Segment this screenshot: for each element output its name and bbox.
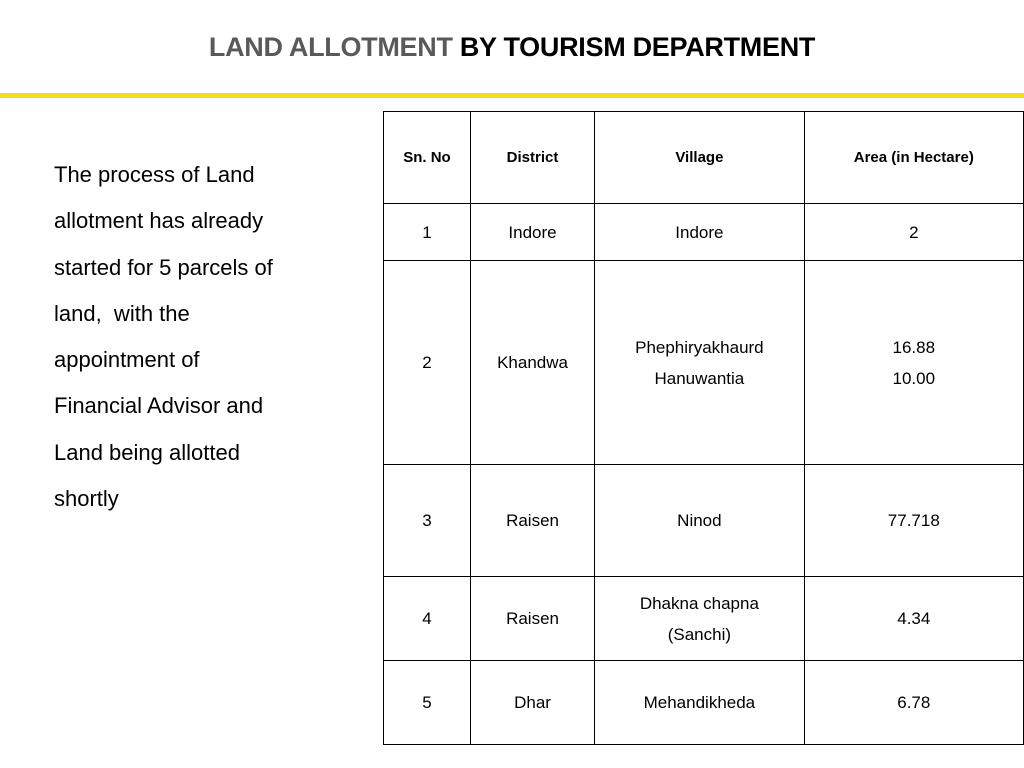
cell-area	[804, 204, 1023, 261]
area-value: 4.34	[897, 609, 931, 628]
body-paragraph	[54, 152, 344, 522]
body-line: started for 5 parcels of	[54, 254, 273, 280]
land-allotment-table	[383, 111, 1024, 745]
cell-area	[804, 577, 1023, 661]
table-row	[384, 261, 1024, 465]
table-header-row	[384, 112, 1024, 204]
cell-village	[595, 261, 804, 465]
table-row	[384, 577, 1024, 661]
cell-district: Indore	[470, 204, 594, 261]
cell-district: Raisen	[470, 577, 594, 661]
body-line: Financial Advisor and	[54, 393, 264, 419]
body-line: The process of Land	[54, 162, 255, 187]
village-name: Mehandikheda	[643, 693, 756, 712]
page-title	[0, 32, 1024, 63]
village-name: Phephiryakhaurd	[635, 337, 764, 357]
cell-district: Raisen	[470, 465, 594, 577]
area-value: 16.88	[892, 337, 936, 357]
cell-village	[595, 577, 804, 661]
cell-sn: 3	[384, 465, 471, 577]
cell-sn: 1	[384, 204, 471, 261]
cell-district: Dhar	[470, 661, 594, 745]
title-part-1: LAND ALLOTMENT	[208, 32, 453, 62]
cell-district: Khandwa	[470, 261, 594, 465]
village-name: Hanuwantia	[654, 368, 745, 388]
area-value: 77.718	[887, 511, 940, 530]
header-sn-no: Sn. No	[384, 112, 471, 204]
header-area: Area (in Hectare)	[804, 112, 1023, 204]
title-part-2: BY TOURISM DEPARTMENT	[459, 32, 816, 62]
body-line: land, with the	[54, 300, 190, 326]
body-line: Land being allotted	[54, 439, 240, 465]
area-value: 6.78	[897, 693, 931, 712]
cell-village	[595, 661, 804, 745]
cell-village	[595, 465, 804, 577]
cell-area	[804, 465, 1023, 577]
body-line: shortly	[54, 486, 119, 512]
table-row	[384, 465, 1024, 577]
village-name: Dhakna chapna	[639, 593, 759, 613]
table-row	[384, 204, 1024, 261]
village-name: (Sanchi)	[667, 624, 732, 644]
village-name: Ninod	[677, 511, 722, 530]
area-value: 10.00	[892, 368, 936, 388]
header-district: District	[470, 112, 594, 204]
body-line: appointment of	[54, 347, 200, 373]
body-line: allotment has already	[54, 208, 264, 234]
cell-village	[595, 204, 804, 261]
cell-sn: 5	[384, 661, 471, 745]
cell-area	[804, 661, 1023, 745]
header-village: Village	[595, 112, 804, 204]
table-row	[384, 661, 1024, 745]
cell-sn: 4	[384, 577, 471, 661]
area-value: 2	[909, 222, 919, 242]
cell-area	[804, 261, 1023, 465]
cell-sn: 2	[384, 261, 471, 465]
title-divider	[0, 93, 1024, 98]
village-name: Indore	[675, 222, 724, 242]
